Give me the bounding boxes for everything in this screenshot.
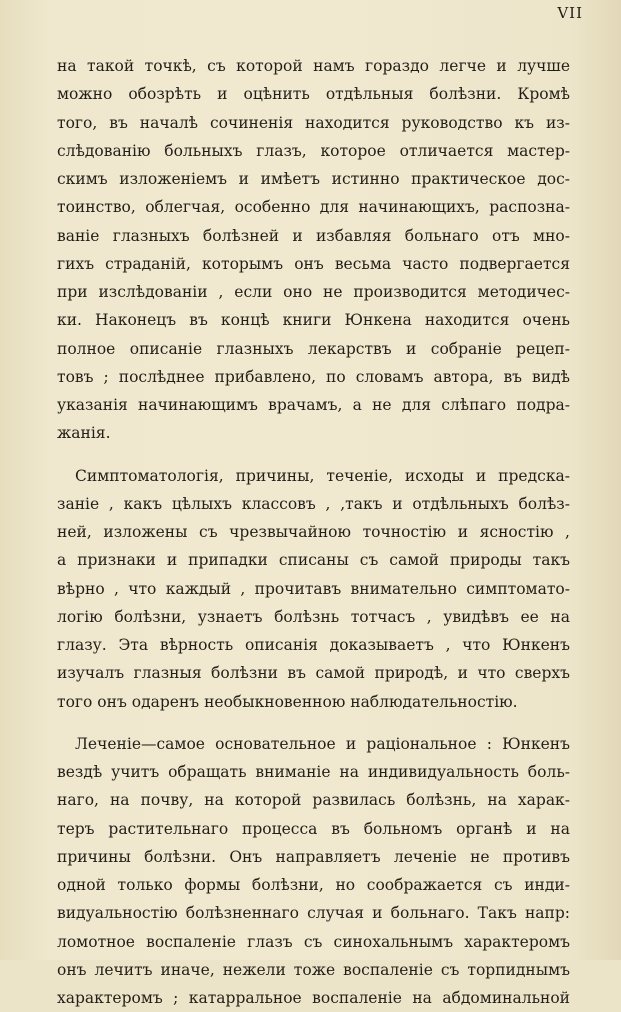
text-line: того, въ началѣ сочиненія находится руководство къ из- [57, 113, 570, 132]
text-line: глазу. Эта вѣрность описанія доказываетъ , что Юнкенъ [57, 636, 570, 654]
text-line: причины болѣзни. Онъ направляетъ леченіе не противъ [57, 847, 570, 866]
page-number: VII [557, 4, 583, 22]
paragraph [57, 462, 570, 716]
text-line: жанія. [57, 424, 111, 443]
text-line: слѣдованію больныхъ глазъ, которое отличается мастер- [57, 141, 570, 160]
text-line: ней, изложены съ чрезвычайною точностію и ясностію , [57, 523, 570, 541]
text-line: ки. Наконецъ въ концѣ книги Юнкена находится очень [57, 311, 570, 330]
text-line: указанія начинающимъ врачамъ, а не для слѣпаго подра- [57, 396, 570, 414]
text-line: ваніе глазныхъ болѣзней и избавляя больнаго отъ мно- [57, 226, 570, 245]
paragraph [57, 730, 570, 1012]
text-line: онъ лечитъ иначе, нежели тоже воспаленіе съ торпиднымъ [57, 960, 570, 979]
text-line: вездѣ учитъ обращать вниманіе на индивидуальность боль- [57, 763, 570, 781]
text-line: скимъ изложеніемъ и имѣетъ истинно практическое дос- [57, 170, 570, 188]
text-line: того онъ одаренъ необыкновенною наблюдательностію. [57, 692, 518, 711]
text-line: одной только формы болѣзни, но соображается съ инди- [57, 876, 570, 894]
text-line: можно обозрѣть и оцѣнить отдѣльныя болѣзни. Кромѣ [57, 85, 570, 104]
text-line: гихъ страданій, которымъ онъ весьма часто подвергается [57, 254, 570, 273]
text-line: заніе , какъ цѣлыхъ классовъ , ,такъ и отдѣльныхъ болѣз- [57, 494, 570, 513]
paragraph [57, 52, 570, 448]
text-line: изучалъ глазныя болѣзни въ самой природѣ, и что сверхъ [57, 664, 570, 683]
text-line: Леченіе—самое основательное и раціональное : Юнкенъ [75, 734, 570, 753]
text-line: товъ ; послѣднее прибавлено, по словамъ автора, въ видѣ [57, 367, 570, 386]
text-line: логію болѣзни, узнаетъ болѣзнь тотчасъ , увидѣвъ ее на [57, 607, 570, 626]
body-text [57, 52, 570, 1012]
paragraph-gap [57, 448, 570, 462]
paragraph-gap [57, 716, 570, 730]
text-line: вѣрно , что каждый , прочитавъ внимательно симптомато- [57, 579, 570, 598]
text-line: ломотное воспаленіе глазъ съ синохальнымъ характеромъ [57, 932, 570, 951]
text-line: видуальностію болѣзненнаго случая и больнаго. Такъ напр: [57, 904, 570, 923]
text-line: а признаки и припадки списаны съ самой природы такъ [57, 551, 570, 570]
text-line: теръ растительнаго процесса въ больномъ органѣ и на [57, 819, 570, 838]
text-line: полное описаніе глазныхъ лекарствъ и собраніе рецеп- [57, 339, 570, 358]
text-line: Симптоматологія, причины, теченіе, исходы и предска- [75, 466, 570, 485]
text-line: при изслѣдованіи , если оно не производится методичес- [57, 283, 570, 301]
text-line: характеромъ ; катарральное воспаленіе на абдоминальной [57, 989, 570, 1007]
text-line: наго, на почву, на которой развилась болѣзнь, на харак- [57, 791, 570, 810]
text-line: тоинство, облегчая, особенно для начинающихъ, распозна- [57, 198, 570, 217]
text-line: на такой точкѣ, съ которой намъ гораздо легче и лучше [57, 57, 570, 75]
